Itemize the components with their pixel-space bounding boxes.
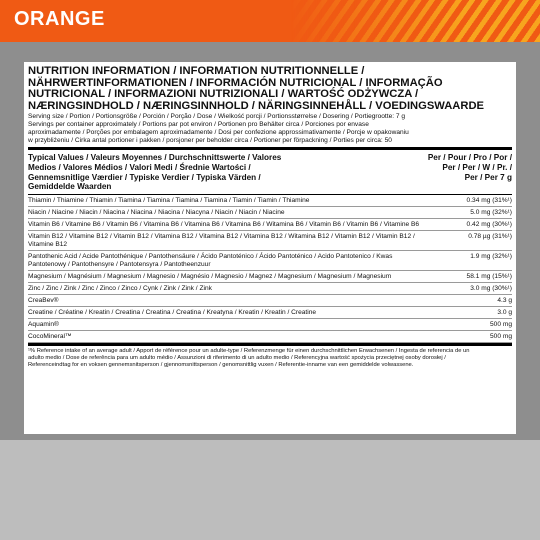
table-row — [28, 207, 512, 219]
flavor-banner — [0, 0, 540, 42]
per-serving-header — [412, 153, 512, 191]
flavor-label: ORANGE — [14, 8, 105, 30]
serving-info — [28, 113, 512, 145]
nutrient-value: 500 mg — [490, 320, 512, 328]
table-row — [28, 251, 512, 271]
nutrient-rows — [28, 195, 512, 343]
nutrition-heading — [28, 66, 512, 112]
nutrient-name: Vitamin B12 / Vitamine B12 / Vitamin B12 / Vitamina B12 / Vitamina B12 / Vitamina B12 / Witamina B12 / Vitamin B12 / Vitamin B12 / Vitamine B12 — [28, 232, 415, 248]
nutrient-name: Magnesium / Magnésium / Magnesium / Magnesio / Magnésio / Magnesio / Magnez / Magnesium / Magnesium / Magnesium — [28, 272, 392, 280]
nutrient-name: Aquamin® — [28, 320, 59, 328]
lower-background — [0, 440, 540, 540]
table-row — [28, 319, 512, 331]
footnote-line: Referenceindtag for en voksen gennemsnitsperson / gjennomsnittsperson / genomsnittlig vuxen / Referentie-inname van een gemiddelde volwassene. — [28, 361, 414, 368]
nutrient-name: CocoMineral™ — [28, 332, 72, 340]
table-row — [28, 219, 512, 231]
serving-line: aproximadamente / Porções por embalagem aproximadamente / Dosi per confezione approssimativamente / Porcje w opakowaniu — [28, 129, 409, 137]
table-row — [28, 231, 512, 251]
table-row — [28, 195, 512, 207]
nutrient-value: 500 mg — [490, 332, 512, 340]
reference-intake-footnote — [28, 343, 512, 369]
header-line: Gemiddelde Waarden — [28, 182, 112, 192]
heading-line: NUTRITION INFORMATION / INFORMATION NUTRITIONNELLE / — [28, 65, 365, 77]
nutrient-value: 0.42 mg (30%¹) — [466, 220, 512, 228]
nutrient-name: Niacin / Niacine / Niacin / Niacina / Niacina / Niacina / Niacyna / Niacin / Niacin / Niacine — [28, 208, 285, 216]
nutrient-value: 0.78 µg (31%¹) — [468, 232, 512, 240]
footnote-line: ¹% Reference intake of an average adult / Apport de référence pour un adulte-type / Referenzmenge für einen durchschnittlichen Erwachsenen / Ingesta de referencia de un — [28, 347, 470, 354]
nutrient-value: 0.34 mg (31%¹) — [466, 196, 512, 204]
serving-line: Serving size / Portion / Portionsgröße / Porción / Porção / Dose / Wielkość porcji / Portionsstørrelse / Dosering / Portiegrootte: 7 g — [28, 113, 406, 121]
nutrient-name: Vitamin B6 / Vitamine B6 / Vitamin B6 / Vitamina B6 / Vitamina B6 / Vitamina B6 / Witamina B6 / Vitamin B6 / Vitamin B6 / Vitamine B6 — [28, 220, 420, 228]
nutrient-value: 58.1 mg (15%¹) — [466, 272, 512, 280]
serving-line: w przybliżeniu / Cirka antal portioner i pakken / porsjoner per beholder circa / Portioner per förpackning / Porties per circa: 50 — [28, 137, 392, 145]
header-line: Gennemsnitlige Værdier / Typiske Verdier / Typiska Värden / — [28, 172, 261, 182]
header-line: Per / Per / W / Pr. / — [442, 162, 512, 172]
nutrient-name: Zinc / Zinc / Zink / Zinc / Zinco / Zinco / Cynk / Zink / Zink / Zink — [28, 284, 212, 292]
nutrient-value: 4.3 g — [497, 296, 512, 304]
nutrient-value: 5.0 mg (32%¹) — [470, 208, 512, 216]
nutrient-name: Creatine / Créatine / Kreatin / Creatina / Creatina / Creatina / Kreatyna / Kreatin / Kreatin / Creatine — [28, 308, 317, 316]
header-line: Typical Values / Valeurs Moyennes / Durchschnittswerte / Valores — [28, 153, 282, 163]
nutrient-value: 3.0 g — [497, 308, 512, 316]
nutrient-name: CreaBev® — [28, 296, 59, 304]
header-line: Per / Per 7 g — [464, 172, 512, 182]
nutrient-value: 3.0 mg (30%¹) — [470, 284, 512, 292]
serving-line: Servings per container approximately / Portions par pot environ / Portionen pro Behälter circa / Porciones por envase — [28, 121, 369, 129]
nutrient-name: Pantothenic Acid / Acide Pantothénique / Pantothensäure / Ácido Pantoténico / Ácido Pantoténico / Acido Pantotenico / Kwas Pantotenowy / Pantothensyre / Pantotensyra / Pantotheenzuur — [28, 252, 393, 268]
heading-line: NÄHRWERTINFORMATIONEN / INFORMACIÓN NUTRICIONAL / INFORMAÇÃO — [28, 76, 443, 89]
table-row — [28, 283, 512, 295]
table-row — [28, 331, 512, 343]
typical-values-header — [28, 153, 383, 191]
header-line: Per / Pour / Pro / Por / — [427, 153, 512, 163]
footnote-line: adulto medio / Dose de referência para um adulto médio / Assunzioni di riferimento di un adulto medio / Referencyjna wartość spożycia przeciętnej osoby dorosłej / — [28, 354, 446, 361]
header-line: Medios / Valores Médios / Valori Medi / Średnie Wartości / — [28, 162, 251, 172]
nutrition-panel — [24, 62, 516, 434]
banner-stripes — [290, 0, 540, 42]
table-row — [28, 271, 512, 283]
table-header — [28, 150, 512, 194]
nutrient-value: 1.9 mg (32%¹) — [470, 252, 512, 260]
table-row — [28, 307, 512, 319]
table-row — [28, 295, 512, 307]
heading-line: NUTRICIONAL / INFORMAZIONI NUTRIZIONALI / WARTOŚĆ ODŻYWCZA / — [28, 88, 419, 101]
nutrient-name: Thiamin / Thiamine / Thiamin / Tiamina / Tiamina / Tiamina / Tiamina / Tiamin / Tiamin / Thiamine — [28, 196, 310, 204]
heading-line: NÆRINGSINDHOLD / NÆRINGSINNHOLD / NÄRINGSINNEHÅLL / VOEDINGSWAARDE — [28, 99, 485, 112]
